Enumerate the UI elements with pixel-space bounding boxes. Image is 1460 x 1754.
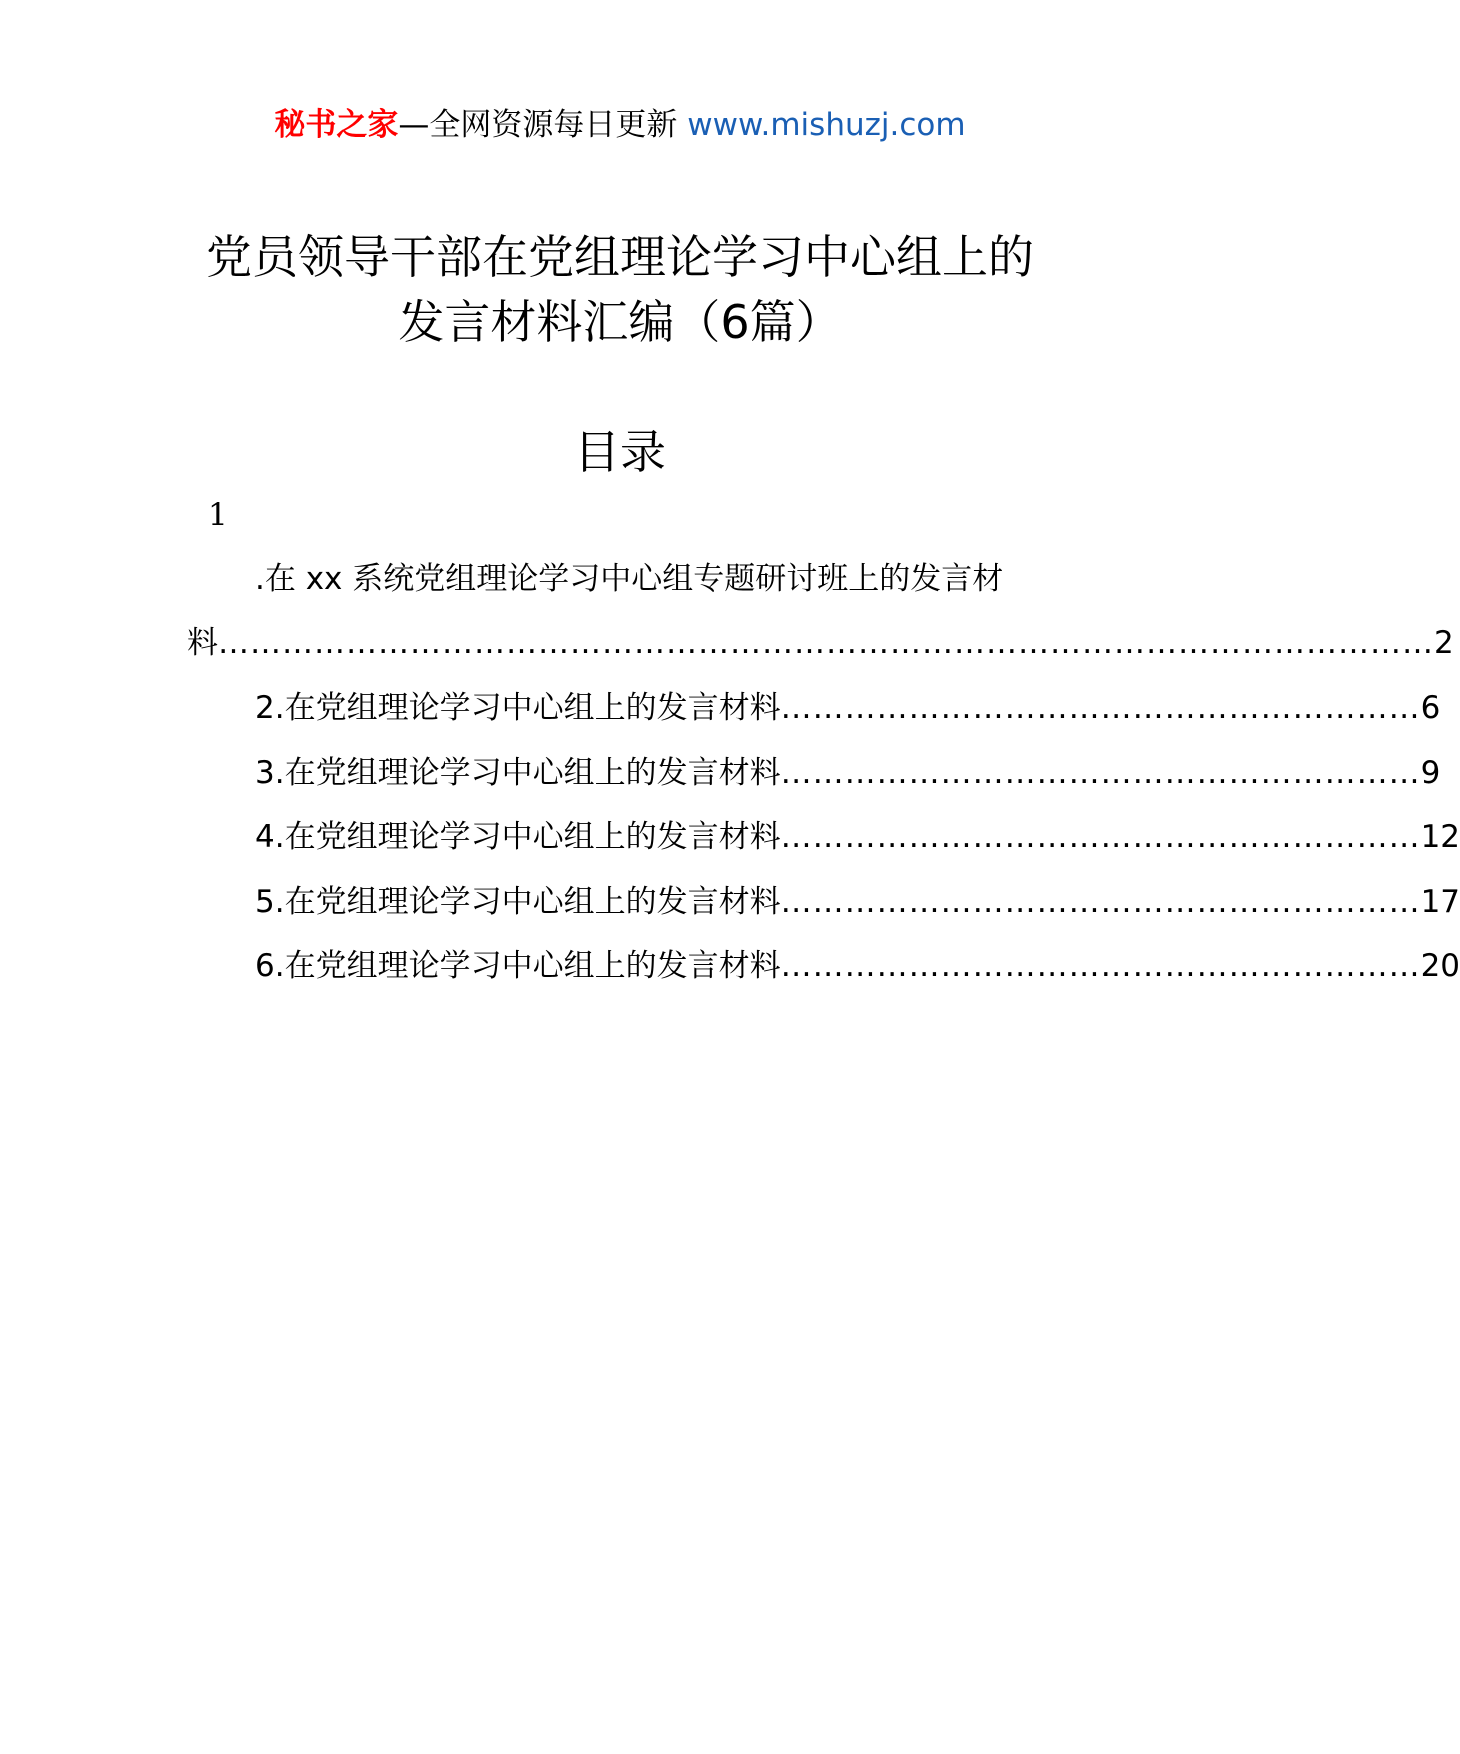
header-tagline: —全网资源每日更新 (398, 107, 678, 143)
brand-name: 秘书之家 (274, 107, 399, 143)
toc-dot-leader: …………………………………………………………………………………………………… (218, 625, 1434, 661)
toc-item-label: 5.在党组理论学习中心组上的发言材料 (255, 884, 781, 920)
toc-dot-leader: …………………………………………………… (780, 884, 1421, 920)
toc-item-label: 2.在党组理论学习中心组上的发言材料 (255, 690, 781, 726)
toc-item-1-line-1[interactable] (255, 556, 1053, 602)
toc-page-number: 12 (1420, 819, 1460, 855)
site-header (0, 100, 1240, 150)
toc-dot-leader: …………………………………………………… (780, 690, 1421, 726)
toc-item-5[interactable] (255, 879, 1460, 925)
document-title-line-2: 发言材料汇编（6篇） (398, 295, 842, 349)
toc-dot-leader: …………………………………………………… (780, 819, 1421, 855)
toc-item-label: 料 (187, 625, 218, 661)
toc-item-4[interactable] (255, 814, 1460, 860)
toc-dot-leader: …………………………………………………… (780, 755, 1421, 791)
toc-item-label: 6.在党组理论学习中心组上的发言材料 (255, 948, 781, 984)
toc-heading: 目录 (574, 425, 666, 479)
toc-item-1-line-2[interactable] (187, 620, 1454, 666)
toc-item-2[interactable] (255, 685, 1441, 731)
toc-item-6[interactable] (255, 943, 1460, 989)
toc-item-1-number: 1 (208, 497, 228, 533)
toc-item-label: 4.在党组理论学习中心组上的发言材料 (255, 819, 781, 855)
toc-page-number: 9 (1420, 755, 1441, 791)
toc-item-label: .在 xx 系统党组理论学习中心组专题研讨班上的发言材 (255, 561, 1004, 597)
document-title-line-1: 党员领导干部在党组理论学习中心组上的 (206, 230, 1034, 284)
toc-page-number: 6 (1420, 690, 1441, 726)
toc-page-number: 17 (1420, 884, 1460, 920)
site-url-link[interactable]: www.mishuzj.com (687, 107, 966, 143)
toc-dot-leader: …………………………………………………… (780, 948, 1421, 984)
toc-page-number: 20 (1420, 948, 1460, 984)
toc-page-number: 2 (1434, 625, 1454, 661)
toc-item-label: 3.在党组理论学习中心组上的发言材料 (255, 755, 781, 791)
toc-item-3[interactable] (255, 750, 1441, 796)
